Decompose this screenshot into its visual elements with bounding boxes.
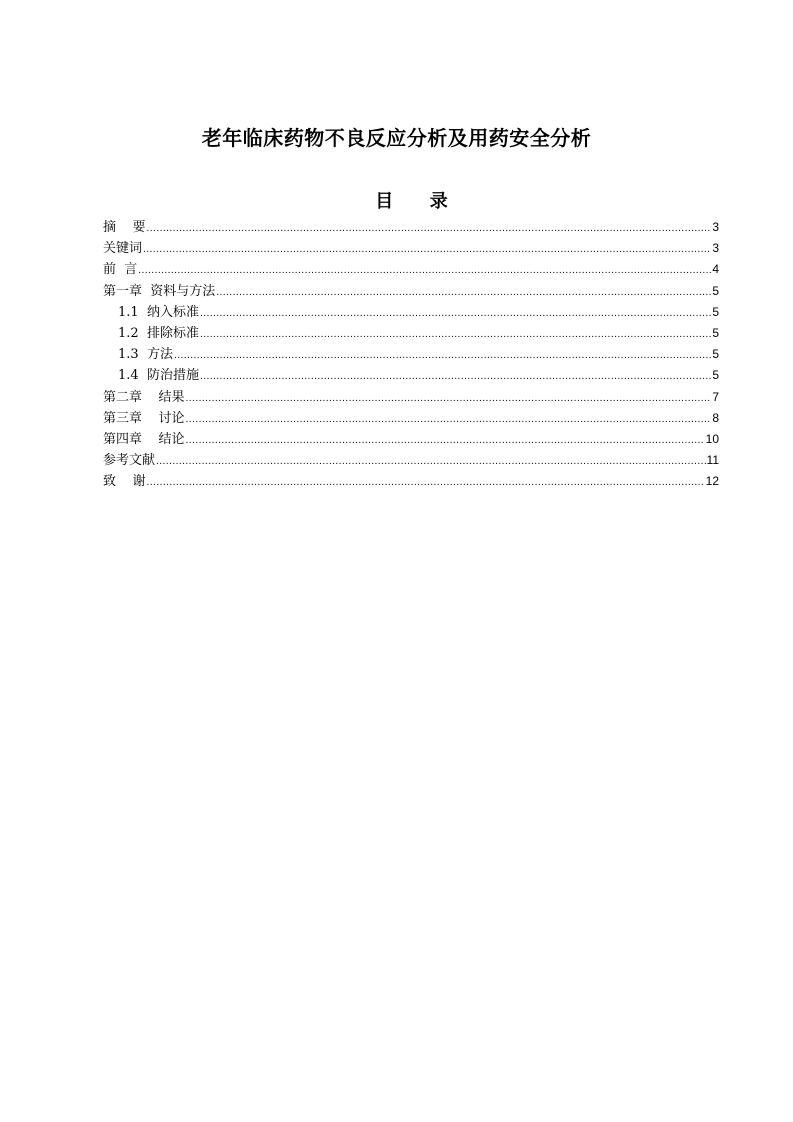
toc-entry-section-1-4[interactable] — [103, 365, 719, 386]
toc-entry-label: 摘 要 — [103, 220, 146, 235]
toc-entry-keywords[interactable] — [103, 238, 719, 259]
toc-entry-label: 1.4 防治措施 — [118, 368, 199, 384]
toc-dot-leader — [186, 389, 712, 410]
toc-entry-section-1-3[interactable] — [103, 344, 719, 365]
toc-entry-page: 5 — [712, 368, 719, 383]
toc-entry-label: 第二章 结果 — [103, 389, 185, 405]
toc-entry-chapter-4[interactable] — [103, 429, 719, 450]
toc-entry-preface[interactable] — [103, 259, 719, 280]
toc-dot-leader — [147, 219, 712, 240]
toc-dot-leader — [138, 261, 711, 282]
toc-dot-leader — [174, 346, 711, 367]
toc-entry-label: 1.1 纳入标准 — [118, 304, 199, 320]
toc-dot-leader — [143, 240, 711, 261]
toc-dot-leader — [147, 473, 705, 494]
toc-entry-section-1-1[interactable] — [103, 302, 719, 323]
toc-entry-chapter-2[interactable] — [103, 387, 719, 408]
toc-dot-leader — [186, 431, 705, 452]
toc-entry-page: 12 — [705, 474, 719, 489]
toc-dot-leader — [200, 367, 711, 388]
toc-dot-leader — [200, 304, 711, 325]
toc-entry-page: 10 — [705, 431, 719, 446]
toc-entry-page: 5 — [712, 325, 719, 340]
toc-entry-page: 8 — [712, 410, 719, 425]
toc-entry-page: 11 — [706, 453, 719, 468]
toc-dot-leader — [156, 452, 706, 473]
toc-entry-page: 3 — [712, 220, 719, 234]
toc-entry-page: 5 — [712, 283, 719, 298]
toc-entry-label: 第一章 资料与方法 — [103, 283, 216, 299]
toc-entry-label: 前 言 — [103, 262, 138, 278]
toc-dot-leader — [186, 410, 712, 431]
table-of-contents — [103, 217, 719, 492]
toc-entry-abstract[interactable] — [103, 217, 719, 238]
toc-entry-page: 5 — [712, 304, 719, 319]
toc-entry-page: 5 — [712, 347, 719, 362]
toc-dot-leader — [200, 325, 711, 346]
toc-dot-leader — [216, 283, 711, 304]
toc-entry-label: 1.2 排除标准 — [118, 325, 199, 341]
toc-entry-label: 1.3 方法 — [118, 347, 173, 363]
toc-entry-label: 关键词 — [103, 241, 143, 257]
toc-entry-page: 7 — [712, 389, 719, 404]
toc-entry-chapter-1[interactable] — [103, 281, 719, 302]
toc-heading: 目 录 — [375, 191, 448, 212]
toc-entry-label: 致 谢 — [103, 474, 146, 490]
toc-entry-section-1-2[interactable] — [103, 323, 719, 344]
toc-entry-label: 参考文献 — [103, 453, 156, 469]
toc-entry-label: 第四章 结论 — [103, 431, 185, 447]
toc-entry-page: 3 — [712, 241, 719, 256]
toc-entry-chapter-3[interactable] — [103, 408, 719, 429]
toc-entry-acknowledgements[interactable] — [103, 471, 719, 492]
document-title: 老年临床药物不良反应分析及用药安全分析 — [201, 126, 592, 150]
toc-entry-references[interactable] — [103, 450, 719, 471]
toc-entry-page: 4 — [712, 262, 719, 277]
toc-entry-label: 第三章 讨论 — [103, 410, 185, 426]
